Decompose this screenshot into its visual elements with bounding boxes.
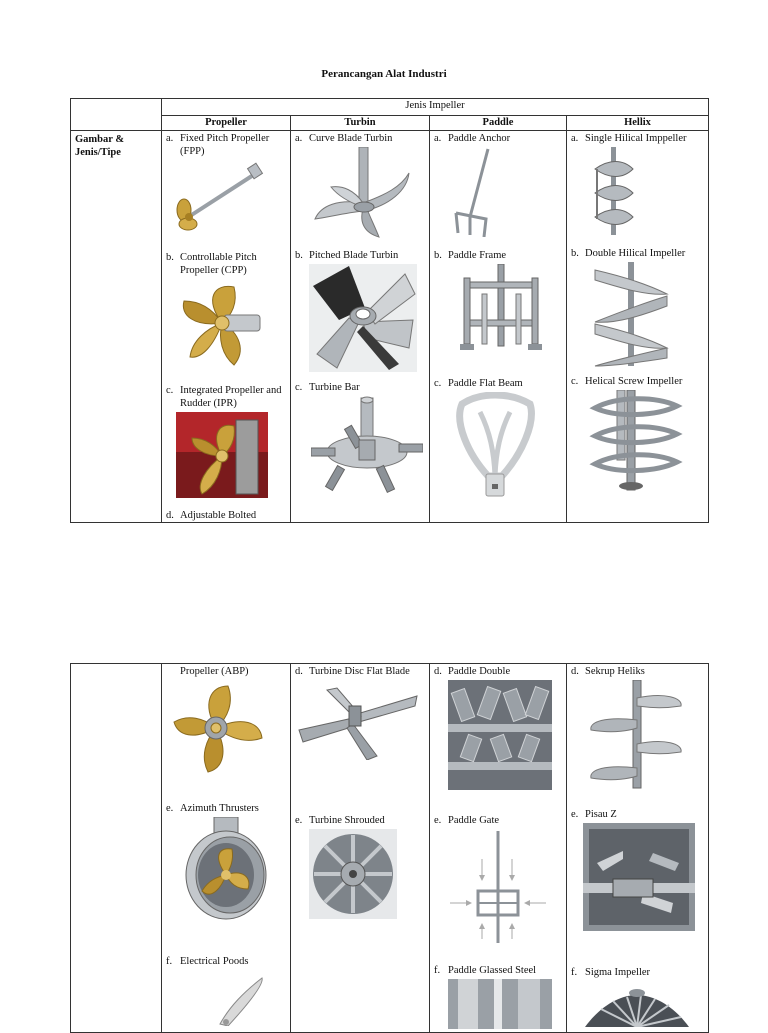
helical-screw-impeller-icon [587,390,683,494]
row-label: Gambar & Jenis/Tipe [71,131,162,523]
paddle-flat-beam-icon [450,392,540,500]
item-paddle-gate: e. Paddle Gate [434,814,564,945]
single-helical-impeller-icon [589,147,639,237]
item-double-helical-impeller: b. Double Hilical Impeller [571,247,706,368]
item-paddle-glassed-steel: f. Paddle Glassed Steel [434,964,564,1029]
column-header-hellix: Hellix [567,116,709,131]
group-header: Jenis Impeller [162,99,709,116]
z-blade-icon [583,823,695,931]
item-turbine-bar: c. Turbine Bar [295,381,427,496]
item-sekrup-heliks: d. Sekrup Heliks [571,665,706,790]
item-paddle-frame: b. Paddle Frame [434,249,564,356]
row-label-empty [71,664,162,1033]
curve-blade-turbine-icon [309,147,419,239]
item-pisau-z: e. Pisau Z [571,808,706,931]
fixed-pitch-propeller-icon [172,160,272,240]
item-electrical-poods: f. Electrical Poods [166,955,288,1026]
item-helical-screw-impeller: c. Helical Screw Impeller [571,375,706,494]
turbine-shrouded-icon [309,829,397,919]
item-paddle-flat-beam: c. Paddle Flat Beam [434,377,564,500]
item-paddle-double: d. Paddle Double [434,665,564,790]
double-helical-impeller-icon [591,262,671,368]
item-turbine-shrouded: e. Turbine Shrouded [295,814,427,919]
pitched-blade-turbine-icon [309,264,417,372]
cell-propeller [162,131,291,523]
cell-paddle [430,131,567,523]
integrated-propeller-rudder-icon [176,412,268,498]
turbine-disc-flat-blade-icon [297,680,419,760]
paddle-double-icon [448,680,552,790]
column-header-paddle: Paddle [430,116,567,131]
sigma-impeller-icon [581,981,693,1027]
item-controllable-pitch-propeller: b. Controllable Pitch Propeller (CPP) [166,251,288,371]
paddle-glassed-steel-icon [448,979,552,1029]
item-curve-blade-turbin: a. Curve Blade Turbin [295,132,427,239]
document-title: Perancangan Alat Industri [321,68,447,80]
cell-hellix [567,131,709,523]
cell-propeller-continued [162,664,291,1033]
azimuth-thruster-icon [180,817,272,921]
controllable-pitch-propeller-icon [174,279,274,371]
column-header-turbin: Turbin [291,116,430,131]
helical-screw-blade-icon [585,680,685,790]
paddle-gate-icon [448,829,548,945]
item-azimuth-thrusters: e. Azimuth Thrusters [166,802,288,921]
item-adjustable-bolted-propeller: Propeller (ABP) [166,665,288,776]
item-turbine-disc-flat-blade: d. Turbine Disc Flat Blade [295,665,427,760]
column-header-propeller: Propeller [162,116,291,131]
cell-turbin-continued [291,664,430,1033]
adjustable-bolted-propeller-icon [172,680,264,776]
item-integrated-propeller-rudder: c. Integrated Propeller and Rudder (IPR) [166,384,288,498]
cell-paddle-continued [430,664,567,1033]
item-pitched-blade-turbin: b. Pitched Blade Turbin [295,249,427,372]
paddle-frame-icon [456,264,546,356]
item-single-helical-impeller: a. Single Hilical Imppeller [571,132,706,237]
impeller-table-part-2 [70,663,709,1033]
turbine-bar-icon [311,396,423,496]
item-fixed-pitch-propeller: a. Fixed Pitch Propeller (FPP) [166,132,288,240]
corner-cell [71,99,162,131]
item-adjustable-bolted: d. Adjustable Bolted [166,510,257,521]
item-sigma-impeller: f. Sigma Impeller [571,966,706,1027]
cell-turbin [291,131,430,523]
impeller-table-part-1 [70,98,709,523]
item-paddle-anchor: a. Paddle Anchor [434,132,564,237]
paddle-anchor-icon [448,147,508,237]
electrical-pod-icon [210,970,270,1026]
cell-hellix-continued [567,664,709,1033]
